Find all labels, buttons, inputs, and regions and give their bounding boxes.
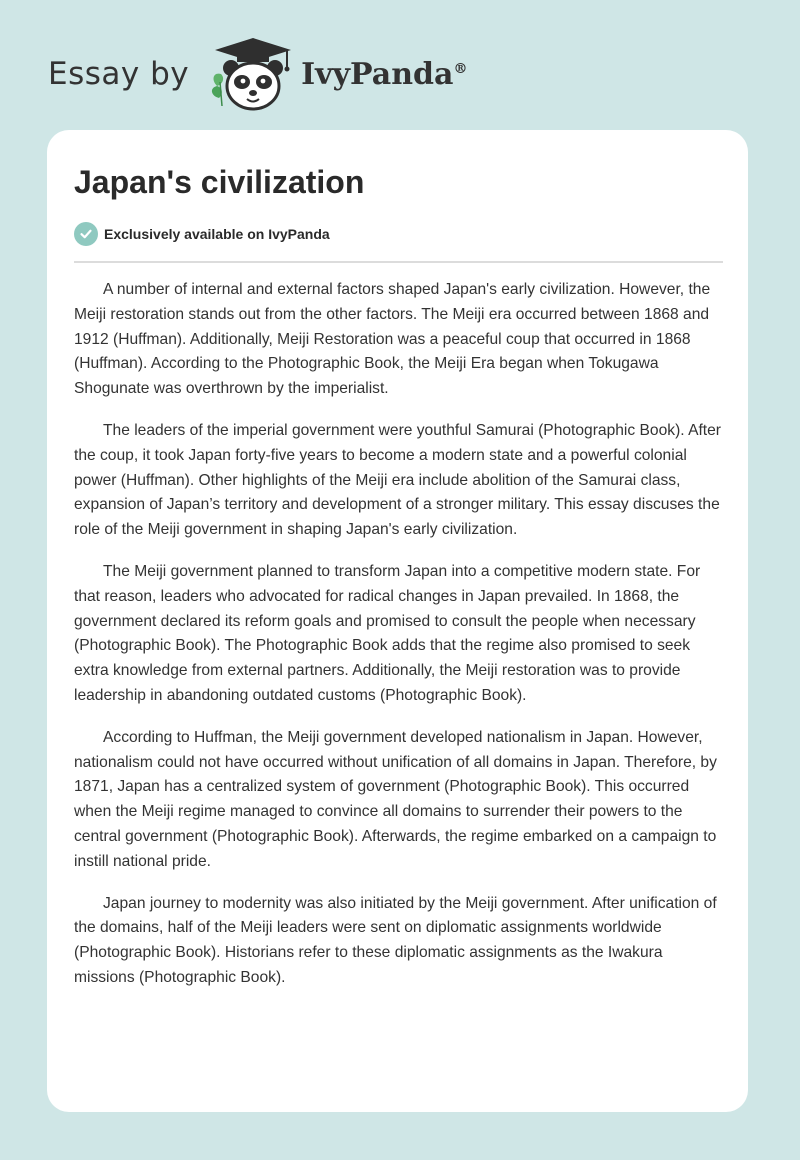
- brand-name[interactable]: [301, 57, 467, 92]
- page-title: Japan's civilization: [74, 164, 365, 200]
- trademark-mark: ®: [453, 60, 468, 77]
- paragraph-2: The leaders of the imperial government were youthful Samurai (Photographic Book). After the coup, it took Japan forty-five years to become a modern state and a powerful colonial power (Huffman). Other highlights of the Meiji era include abolition of the Samurai class, expansion of Japan’s territory and development of a stronger military. This essay discuses the role of the Meiji government in shaping Japan's early civilization.: [74, 421, 722, 539]
- title-divider: [74, 261, 723, 263]
- panda-graduate-icon[interactable]: [207, 36, 299, 112]
- brand-text[interactable]: IvyPanda: [301, 56, 454, 92]
- paragraph-5: Japan journey to modernity was also initiated by the Meiji government. After unification of the domains, half of the Meiji leaders were sent on diplomatic assignments worldwide (Photographic Book). Historians refer to these diplomatic assignments as the Iwakura missions (Photographic Book).: [74, 894, 717, 986]
- essay-card: [47, 130, 748, 1112]
- essay-body: [74, 278, 724, 1008]
- paragraph-1: A number of internal and external factors shaped Japan's early civilization. However, the Meiji restoration stands out from the other factors. The Meiji era occurred between 1868 and 1912 (Huffman). Additionally, Meiji Restoration was a peaceful coup that occurred in 1868 (Huffman). According to the Photographic Book, the Meiji Era began when Tokugawa Shogunate was overthrown by the imperialist.: [74, 281, 711, 398]
- essay-by-label: Essay by: [48, 56, 190, 92]
- exclusive-badge-text: Exclusively available on IvyPanda: [104, 226, 330, 242]
- site-header: [48, 34, 467, 114]
- exclusive-badge: [74, 222, 330, 246]
- paragraph-4: According to Huffman, the Meiji government developed nationalism in Japan. However, nationalism could not have occurred without unification of all domains in Japan. Therefore, by 1871, Japan has a centralized system of government (Photographic Book). This occurred when the Meiji regime managed to convince all domains to surrender their powers to the central government (Photographic Book). Afterwards, the regime embarked on a campaign to instill national pride.: [74, 728, 717, 870]
- paragraph-3: The Meiji government planned to transform Japan into a competitive modern state. For that reason, leaders who advocated for radical changes in Japan prevailed. In 1868, the government declared its reform goals and promised to consult the people when necessary (Photographic Book). The Photographic Book adds that the regime also promised to seek extra knowledge from external partners. Additionally, the Meiji restoration was to provide leadership in abandoning outdated customs (Photographic Book).: [74, 562, 701, 704]
- check-circle-icon: [74, 222, 98, 246]
